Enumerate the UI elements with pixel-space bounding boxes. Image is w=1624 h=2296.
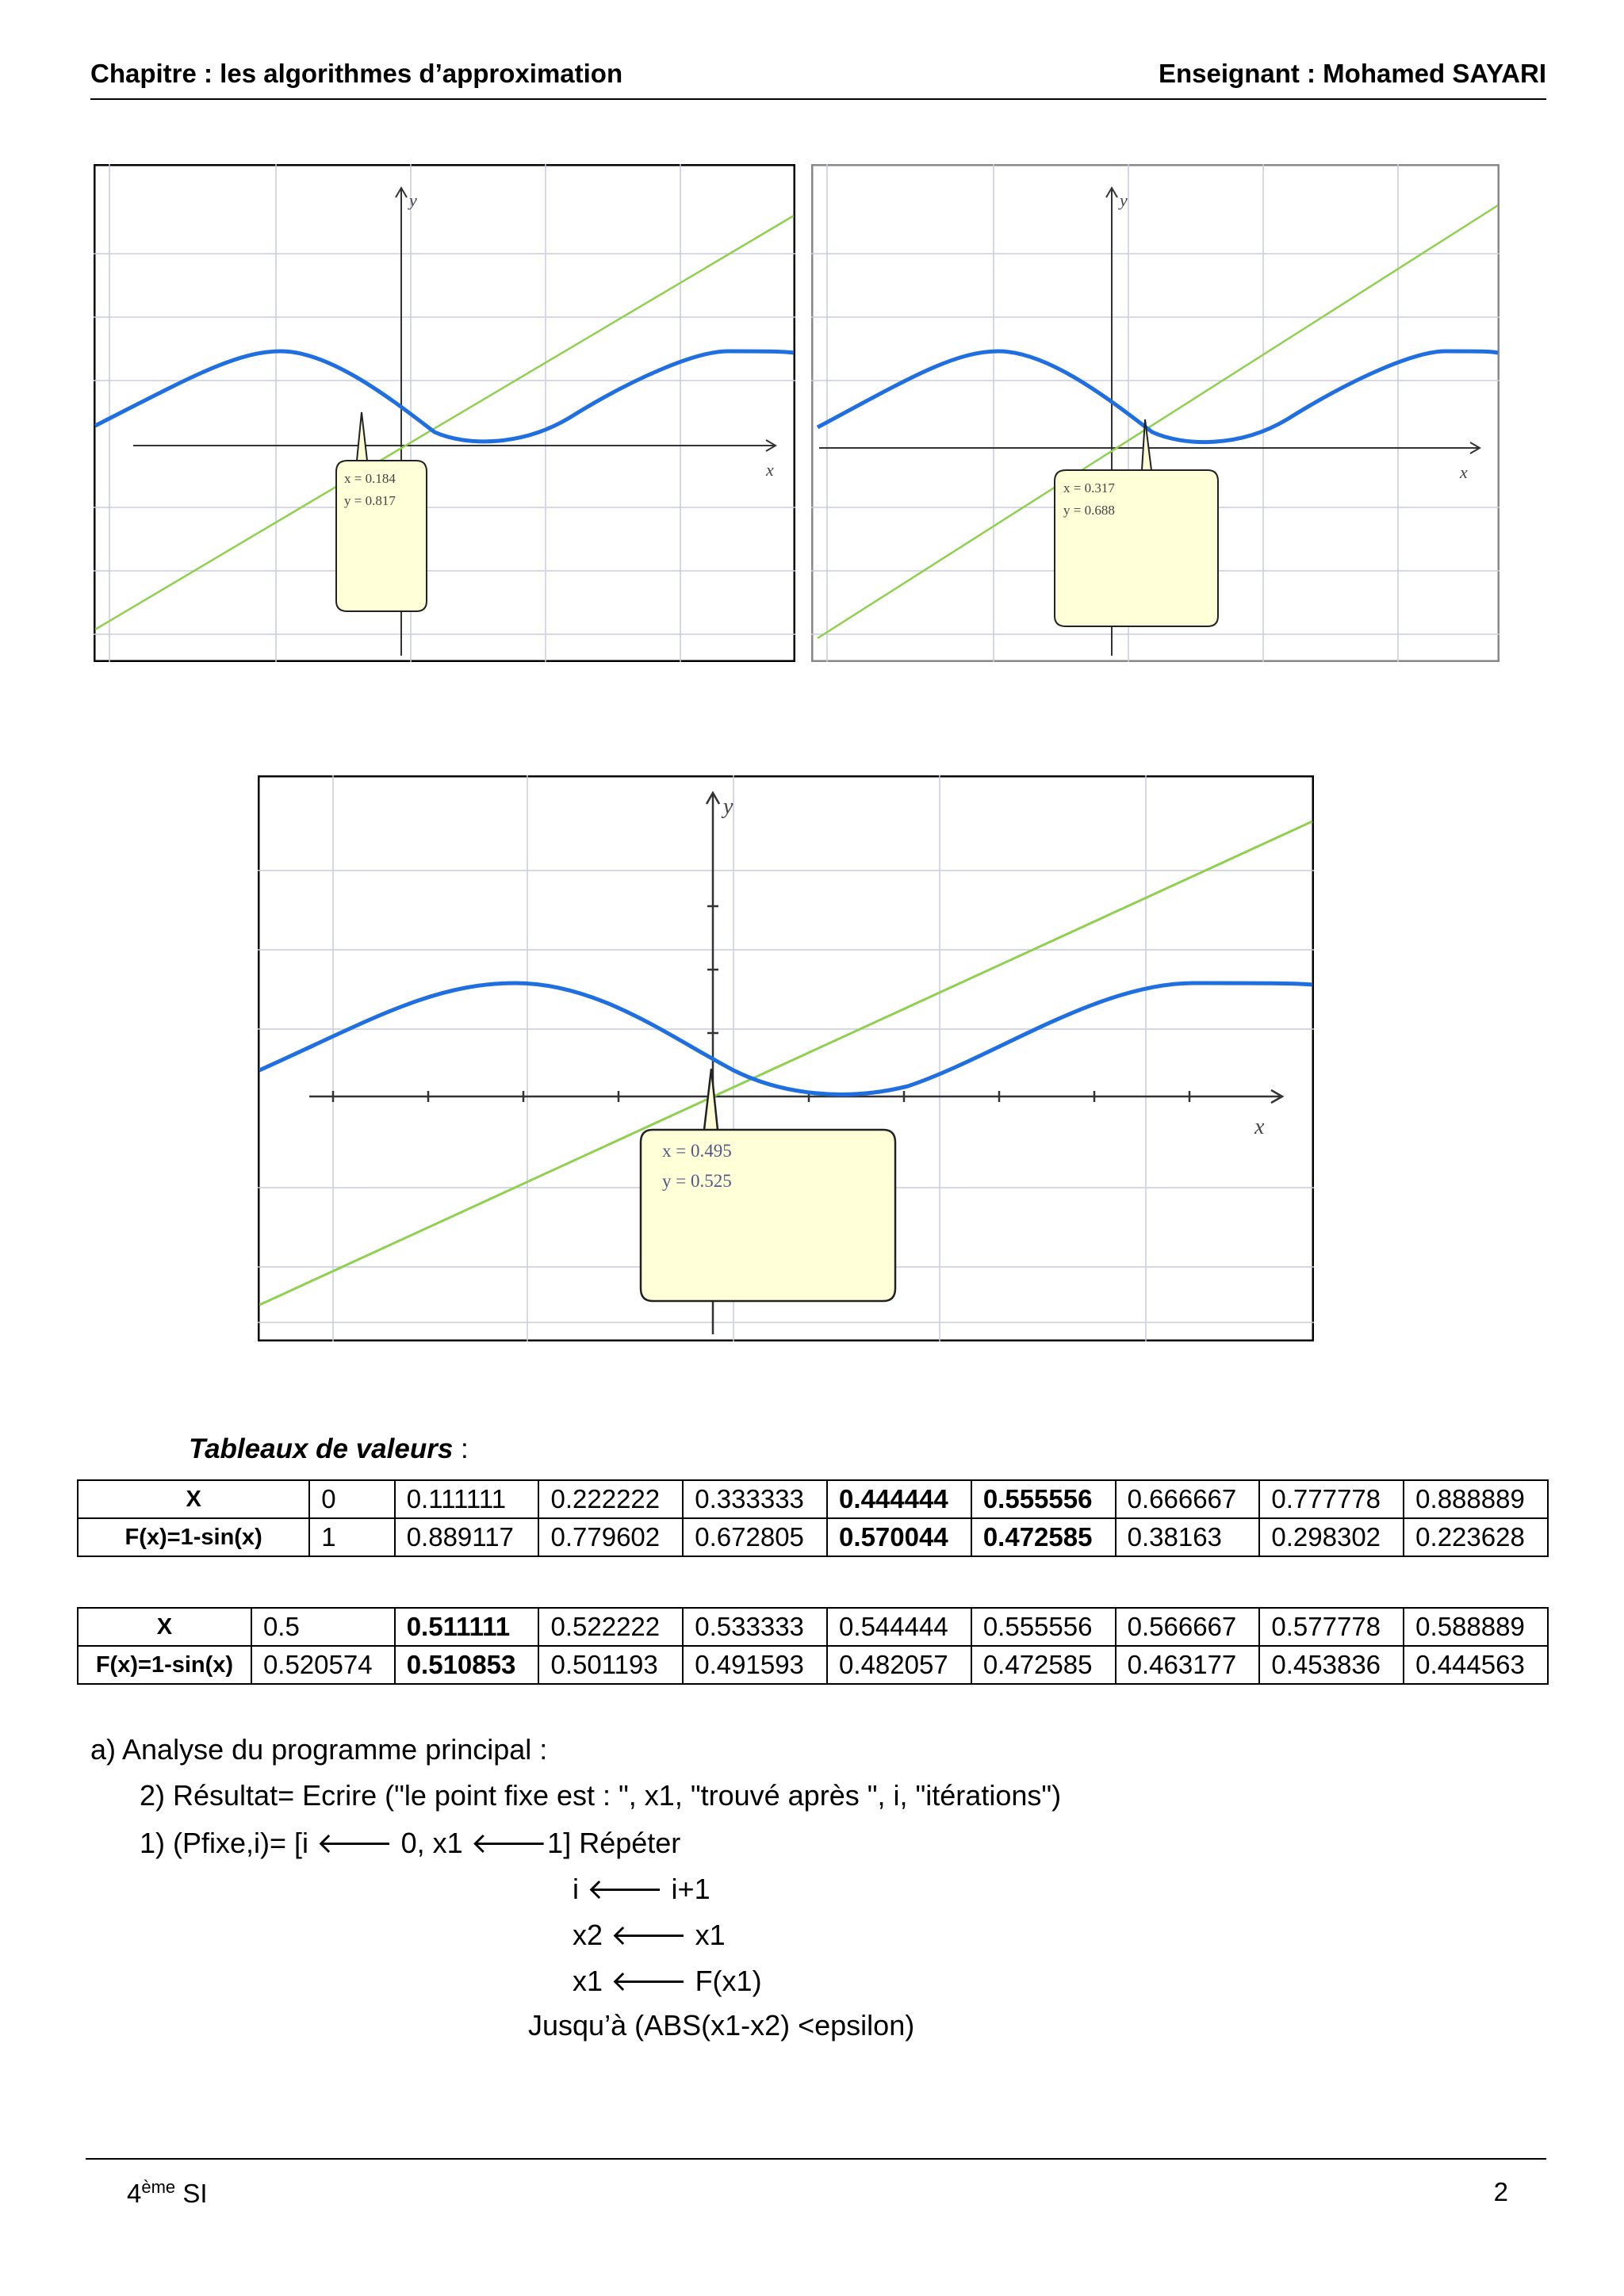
table-cell: 0.111111 [395, 1480, 539, 1518]
section-title-text: Tableaux de valeurs [189, 1433, 454, 1464]
table-cell: 0.472585 [971, 1518, 1116, 1556]
row-header: X [78, 1608, 251, 1646]
x-axis-label: x [1254, 1115, 1265, 1139]
table-cell: 0.511111 [395, 1608, 539, 1646]
chapter-title: Chapitre : les algorithmes d’approximation [90, 59, 623, 88]
table-row-x [78, 1608, 1548, 1646]
table-row-f [78, 1646, 1548, 1684]
graph-2 [811, 164, 1500, 662]
algo-heading: a) Analyse du programme principal : [90, 1733, 548, 1766]
tooltip-x: x = 0.495 [662, 1141, 732, 1161]
table-cell: 0.779602 [538, 1518, 683, 1556]
page-number: 2 [1493, 2177, 1508, 2206]
values-table-2 [77, 1607, 1549, 1685]
table-cell: 0.222222 [538, 1480, 683, 1518]
table-cell: 0.444563 [1404, 1646, 1548, 1684]
row-header: X [78, 1480, 309, 1518]
table-cell: 1 [309, 1518, 394, 1556]
section-title [189, 1433, 469, 1465]
table-cell: 0.501193 [538, 1646, 683, 1684]
y-axis-label: y [1120, 190, 1128, 210]
table-cell: 0.491593 [683, 1646, 827, 1684]
table-cell: 0.544444 [827, 1608, 971, 1646]
algo-substep: i 🡐 i+1 [573, 1873, 710, 1905]
x-axis-label: x [1460, 462, 1468, 482]
table-cell: 0.520574 [251, 1646, 395, 1684]
algo-until: Jusqu’à (ABS(x1-x2) <epsilon) [528, 2009, 915, 2042]
y-axis-label: y [723, 794, 733, 819]
section-title-suffix: : [453, 1433, 469, 1464]
row-header: F(x)=1-sin(x) [78, 1518, 309, 1556]
algo-step-1: 1) (Pfixe,i)= [i 🡐 0, x1 🡐1] Répéter [140, 1827, 681, 1859]
table-cell: 0.555556 [971, 1480, 1116, 1518]
tooltip-y: y = 0.688 [1063, 503, 1115, 518]
level-suffix: SI [175, 2179, 208, 2208]
table-cell: 0.482057 [827, 1646, 971, 1684]
graph-1 [94, 164, 795, 662]
table-cell: 0.510853 [395, 1646, 539, 1684]
table-cell: 0.577778 [1259, 1608, 1404, 1646]
tooltip-x: x = 0.317 [1063, 480, 1115, 496]
class-level [127, 2177, 208, 2209]
table-cell: 0.570044 [827, 1518, 971, 1556]
algo-substep: x1 🡐 F(x1) [573, 1965, 762, 1997]
table-cell: 0.223628 [1404, 1518, 1548, 1556]
table-cell: 0.888889 [1404, 1480, 1548, 1518]
tooltip-y: y = 0.525 [662, 1171, 732, 1191]
page-footer [86, 2158, 1546, 2223]
table-cell: 0.5 [251, 1608, 395, 1646]
table-row-x [78, 1480, 1548, 1518]
x-axis-label: x [766, 460, 774, 480]
table-cell: 0.666667 [1116, 1480, 1260, 1518]
teacher-name: Enseignant : Mohamed SAYARI [1159, 59, 1546, 88]
table-cell: 0.777778 [1259, 1480, 1404, 1518]
y-axis-label: y [409, 190, 417, 210]
table-cell: 0.298302 [1259, 1518, 1404, 1556]
table-cell: 0.472585 [971, 1646, 1116, 1684]
row-header: F(x)=1-sin(x) [78, 1646, 251, 1684]
table-cell: 0.672805 [683, 1518, 827, 1556]
table-cell: 0.463177 [1116, 1646, 1260, 1684]
tooltip-y: y = 0.817 [344, 493, 396, 508]
table-cell: 0.333333 [683, 1480, 827, 1518]
table-cell: 0.588889 [1404, 1608, 1548, 1646]
table-cell: 0.453836 [1259, 1646, 1404, 1684]
graph-2-svg [811, 164, 1500, 662]
table-cell: 0.444444 [827, 1480, 971, 1518]
algo-step-2: 2) Résultat= Ecrire ("le point fixe est : ", x1, "trouvé après ", i, "itérations") [140, 1779, 1062, 1812]
algo-substep: x2 🡐 x1 [573, 1919, 726, 1951]
level-number: 4 [127, 2179, 142, 2208]
graph-3 [258, 775, 1314, 1341]
table-row-f [78, 1518, 1548, 1556]
table-cell: 0.566667 [1116, 1608, 1260, 1646]
table-cell: 0 [309, 1480, 394, 1518]
level-sup: ème [141, 2177, 176, 2197]
table-cell: 0.889117 [395, 1518, 539, 1556]
tooltip-x: x = 0.184 [344, 471, 396, 486]
table-cell: 0.522222 [538, 1608, 683, 1646]
values-table-1 [77, 1479, 1549, 1557]
table-cell: 0.555556 [971, 1608, 1116, 1646]
graph-3-svg [258, 775, 1314, 1341]
table-cell: 0.38163 [1116, 1518, 1260, 1556]
graph-1-svg [94, 164, 795, 662]
page-header [90, 59, 1546, 100]
table-cell: 0.533333 [683, 1608, 827, 1646]
